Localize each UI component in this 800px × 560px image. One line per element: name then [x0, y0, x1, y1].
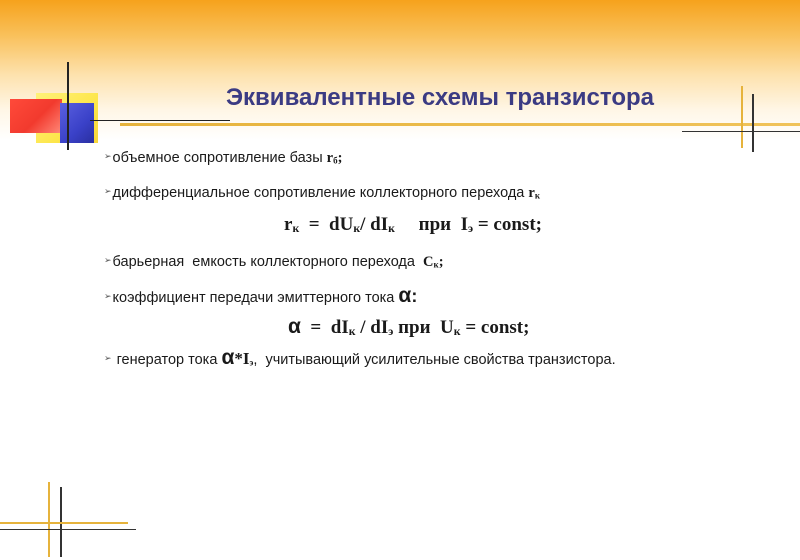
bullet-line	[104, 284, 417, 308]
symbol-subscript: к	[433, 259, 439, 270]
deco-red-square	[10, 99, 62, 133]
bullet-arrow-icon: ➢	[104, 151, 112, 161]
bullet-text: коэффициент передачи эмиттерного тока	[112, 290, 399, 306]
deco-vertical-line-tl	[67, 62, 69, 150]
formula-end: = const;	[473, 214, 542, 235]
bullet-text: объемное сопротивление базы	[112, 150, 327, 166]
formula-part: = dI	[300, 317, 349, 338]
symbol: r	[326, 150, 334, 166]
bullet-line	[104, 150, 342, 167]
formula-alpha	[288, 315, 529, 339]
deco-gold-vertical-tr	[741, 86, 743, 148]
formula-rk	[284, 214, 542, 236]
symbol-subscript: э	[249, 357, 254, 368]
deco-dark-horizontal-tr	[682, 131, 800, 132]
formula-subscript: к	[348, 324, 356, 338]
symbol-subscript: к	[534, 190, 541, 201]
slide-title: Эквивалентные схемы транзистора	[225, 84, 655, 111]
formula-part: / dI	[355, 317, 389, 338]
bullet-arrow-icon: ➢	[104, 255, 112, 265]
deco-gold-line-top	[120, 123, 800, 126]
symbol: C	[423, 254, 434, 270]
bullet-text: генератор тока	[112, 352, 222, 368]
deco-dark-horizontal-bl	[0, 529, 136, 530]
deco-gold-horizontal-bl	[0, 522, 128, 524]
bullet-line	[104, 254, 444, 271]
formula-end: = const;	[460, 317, 530, 338]
bullet-line	[104, 346, 616, 370]
bullet-text: дифференциальное сопротивление коллекторного перехода	[112, 185, 529, 201]
bullet-tail: ;	[337, 150, 343, 166]
bullet-arrow-icon: ➢	[104, 186, 112, 196]
alpha-symbol: α	[398, 284, 412, 307]
deco-horizontal-line-tl	[90, 120, 230, 121]
formula-part: = dU	[299, 214, 354, 235]
formula-condition: при I	[394, 214, 469, 235]
formula-part: / dI	[360, 214, 389, 235]
bullet-line	[104, 185, 540, 202]
deco-blue-square	[60, 103, 94, 143]
formula-subscript: к	[353, 221, 361, 235]
symbol-subscript: б	[333, 155, 338, 166]
bullet-text: барьерная емкость коллекторного перехода	[112, 254, 424, 270]
formula-symbol: r	[284, 214, 293, 235]
bullet-tail: , учитывающий усилительные свойства транзистора.	[253, 352, 616, 368]
current-symbol: *I	[234, 349, 250, 368]
deco-gold-vertical-bl	[48, 482, 50, 557]
formula-condition: при U	[393, 317, 454, 338]
formula-alpha-symbol: α	[288, 315, 301, 338]
symbol: r	[528, 185, 535, 201]
deco-dark-vertical-tr	[752, 94, 754, 152]
alpha-symbol: α	[221, 346, 235, 369]
formula-subscript: э	[388, 324, 394, 338]
formula-subscript: к	[292, 221, 300, 235]
bullet-tail: :	[411, 286, 418, 306]
bullet-arrow-icon: ➢	[104, 353, 112, 363]
bullet-tail: ;	[438, 254, 444, 270]
formula-subscript: к	[388, 221, 395, 235]
formula-subscript: к	[453, 324, 461, 338]
formula-subscript: э	[468, 221, 474, 235]
bullet-arrow-icon: ➢	[104, 291, 112, 301]
